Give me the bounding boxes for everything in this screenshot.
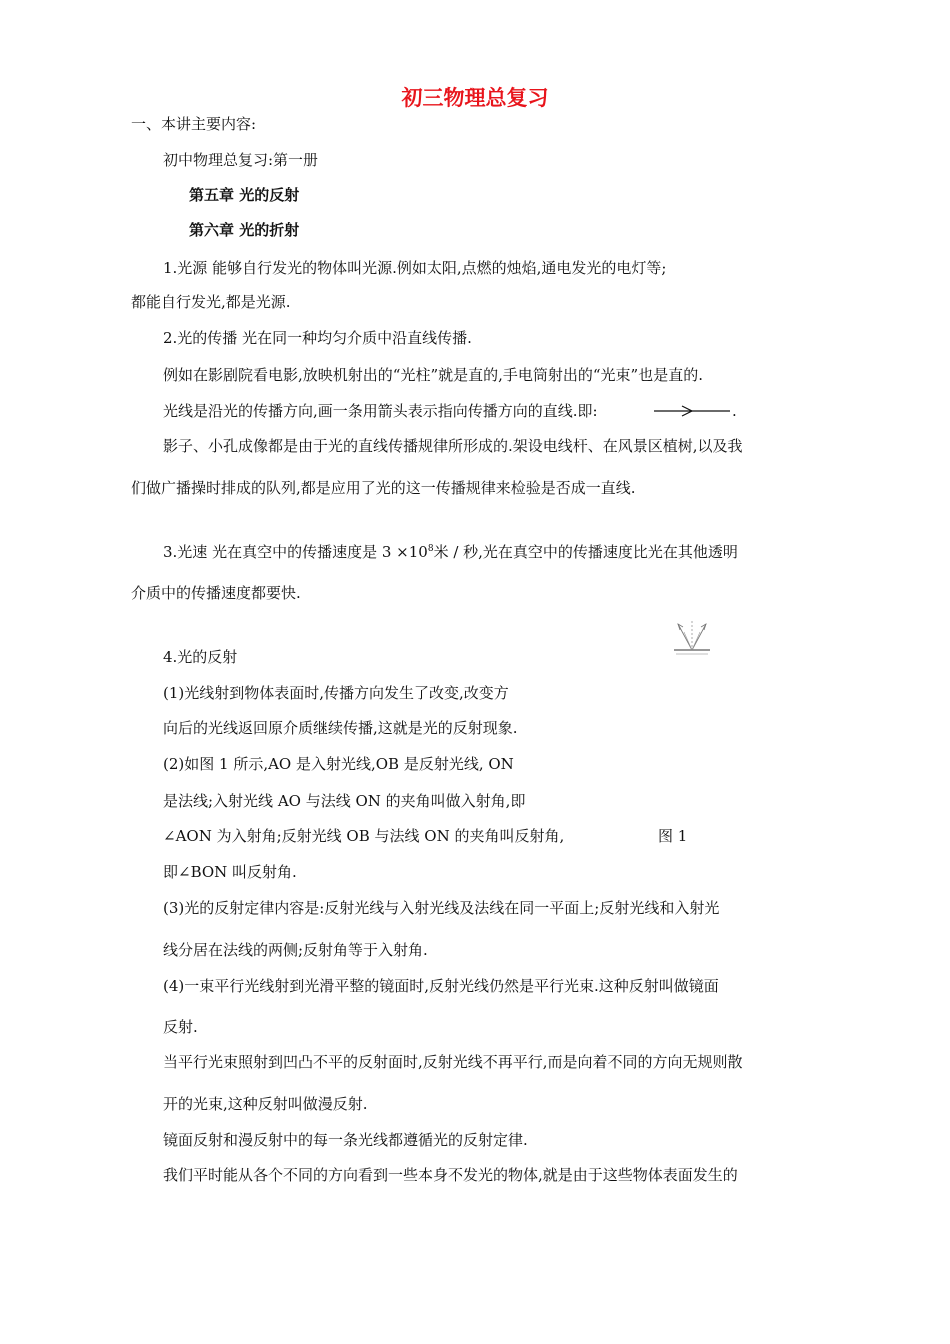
light-source-line-1: 1.光源 能够自行发光的物体叫光源.例如太阳,点燃的烛焰,通电发光的电灯等;: [163, 259, 667, 277]
reflection-law-line-1: (3)光的反射定律内容是:反射光线与入射光线及法线在同一平面上;反射光线和入射光: [163, 899, 720, 917]
section-heading: 一、本讲主要内容:: [131, 115, 257, 133]
reflection-diagram-icon: [671, 617, 713, 659]
straight-line-applications-1: 影子、小孔成像都是由于光的直线传播规律所形成的.架设电线杆、在风景区植树,以及我: [163, 437, 743, 455]
reflection-law-note: 镜面反射和漫反射中的每一条光线都遵循光的反射定律.: [163, 1131, 528, 1149]
chapter-6-heading: 第六章 光的折射: [189, 221, 300, 239]
propagation-example: 例如在影剧院看电影,放映机射出的“光柱”就是直的,手电筒射出的“光束”也是直的.: [163, 366, 703, 384]
diffuse-reflection-line-1: 当平行光束照射到凹凸不平的反射面时,反射光线不再平行,而是向着不同的方向无规则散: [163, 1053, 743, 1071]
chapter-5-heading: 第五章 光的反射: [189, 186, 300, 204]
light-ray-definition: 光线是沿光的传播方向,画一条用箭头表示指向传播方向的直线.即:: [163, 402, 598, 420]
subtitle: 初中物理总复习:第一册: [163, 151, 319, 169]
reflection-p2-line-1: (2)如图 1 所示,AO 是入射光线,OB 是反射光线, ON: [163, 755, 514, 773]
speed-text-b: 米 / 秒,光在真空中的传播速度比光在其他透明: [433, 543, 738, 561]
reflection-p2-line-3: ∠AON 为入射角;反射光线 OB 与法线 ON 的夹角叫反射角,: [163, 827, 565, 845]
reflection-heading: 4.光的反射: [163, 648, 238, 666]
specular-reflection-line-1: (4)一束平行光线射到光滑平整的镜面时,反射光线仍然是平行光束.这种反射叫做镜面: [163, 977, 719, 995]
page-title: 初三物理总复习: [401, 86, 549, 110]
speed-of-light-line-2: 介质中的传播速度都要快.: [131, 584, 301, 602]
specular-reflection-line-2: 反射.: [163, 1018, 198, 1036]
visibility-explanation: 我们平时能从各个不同的方向看到一些本身不发光的物体,就是由于这些物体表面发生的: [163, 1166, 738, 1184]
straight-line-applications-2: 们做广播操时排成的队列,都是应用了光的这一传播规律来检验是否成一直线.: [131, 479, 636, 497]
figure-caption: 图 1: [658, 827, 688, 845]
reflection-law-line-2: 线分居在法线的两侧;反射角等于入射角.: [163, 941, 428, 959]
light-ray-arrow-icon: [652, 404, 732, 418]
reflection-p1-line-1: (1)光线射到物体表面时,传播方向发生了改变,改变方: [163, 684, 509, 702]
reflection-p1-line-2: 向后的光线返回原介质继续传播,这就是光的反射现象.: [163, 719, 518, 737]
reflection-p2-line-2: 是法线;入射光线 AO 与法线 ON 的夹角叫做入射角,即: [163, 792, 526, 810]
light-ray-period: .: [732, 402, 737, 420]
propagation-heading: 2.光的传播 光在同一种均匀介质中沿直线传播.: [163, 329, 472, 347]
light-source-line-2: 都能自行发光,都是光源.: [131, 293, 291, 311]
speed-exponent: 8: [427, 544, 434, 554]
speed-text-a: 3.光速 光在真空中的传播速度是 3 ×10: [163, 543, 428, 561]
reflection-p2-line-4: 即∠BON 叫反射角.: [163, 863, 297, 881]
diffuse-reflection-line-2: 开的光束,这种反射叫做漫反射.: [163, 1095, 368, 1113]
speed-of-light-line-1: [163, 542, 738, 562]
